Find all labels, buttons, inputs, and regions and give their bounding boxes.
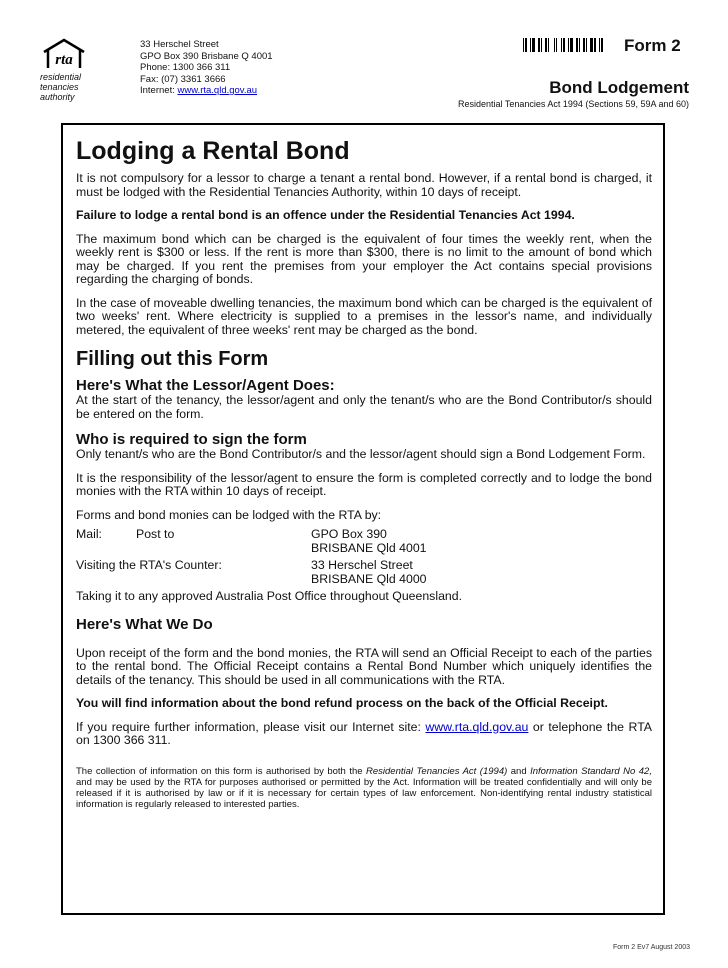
- refund-info: You will find information about the bond refund process on the back of the Official Receipt.: [76, 696, 608, 710]
- rta-logo: [40, 38, 100, 102]
- sign-text: Only tenant/s who are the Bond Contributor/s and the lessor/agent should sign a Bond Lodgement Form.: [76, 447, 646, 461]
- barcode-bar: [532, 38, 535, 52]
- street-address: 33 Herschel Street: [140, 39, 219, 50]
- mail-address-line-2: BRISBANE Qld 4001: [311, 540, 427, 555]
- lessor-heading: Here's What the Lessor/Agent Does:: [76, 377, 335, 394]
- barcode-bar: [594, 38, 596, 52]
- responsibility-text: It is the responsibility of the lessor/agent to ensure the form is completed correctly and to lodge the bond monies with the RTA within 10 days of receipt.: [76, 470, 652, 498]
- barcode-bar: [570, 38, 573, 52]
- lessor-text: At the start of the tenancy, the lessor/agent and only the tenant/s who are the Bond Contributor/s should be entered on the form.: [76, 393, 652, 421]
- logo-caption: residential tenancies authority: [40, 72, 82, 102]
- main-content: [76, 136, 652, 820]
- moveable-dwelling-paragraph: In the case of moveable dwelling tenancies, the maximum bond which can be charged is the equivalent of two weeks' rent. Where electricity is supplied to a premises in the lessor's name, and individually metered, the equivalent of three weeks' rent may be charged as the bond.: [76, 295, 652, 337]
- phone: Phone: 1300 366 311: [140, 62, 231, 73]
- fax: Fax: (07) 3361 3666: [140, 73, 226, 85]
- post-office-text: Taking it to any approved Australia Post Office throughout Queensland.: [76, 589, 463, 603]
- footer-revision: Form 2 Ev7 August 2003: [612, 944, 690, 951]
- barcode-bar: [554, 38, 555, 52]
- barcode-bar: [574, 38, 575, 52]
- barcode-bar: [541, 38, 542, 52]
- barcode-bar: [563, 38, 565, 52]
- we-do-heading: Here's What We Do: [76, 615, 213, 633]
- barcode-bar: [597, 38, 598, 52]
- barcode: [523, 38, 607, 52]
- barcode-bar: [530, 38, 531, 52]
- internet-label: Internet:: [140, 85, 175, 96]
- barcode-bar: [583, 38, 585, 52]
- barcode-bar: [568, 38, 569, 52]
- barcode-bar: [538, 38, 540, 52]
- logo-word: rta: [55, 52, 73, 68]
- barcode-bar: [558, 38, 560, 52]
- act-reference: Residential Tenancies Act 1994 (Sections 59, 59A and 60): [458, 99, 689, 109]
- barcode-bar: [548, 38, 549, 52]
- privacy-statement: The collection of information on this form is authorised by both the Residential Tenancies Act (1994) and Information Standard No 42, and may be used by the RTA for purposes authorised or permitted by the Act. Information will be treated confidentially and will only be released if it is authorised by law or if it is necessary for certain types of law enforcement. Non-identifying rental industry statistical information is regularly released to interested parties.: [76, 765, 652, 811]
- counter-label: Visiting the RTA's Counter:: [76, 558, 222, 572]
- form-title: Bond Lodgement: [549, 78, 689, 97]
- barcode-bar: [528, 38, 529, 52]
- page-title: Lodging a Rental Bond: [76, 137, 350, 165]
- further-info: If you require further information, please visit our Internet site: www.rta.qld.gov.au or telephone the RTA on 1300 366 311.: [76, 719, 652, 747]
- barcode-bar: [545, 38, 547, 52]
- barcode-bar: [601, 38, 603, 52]
- counter-address-row: [76, 559, 652, 586]
- barcode-bar: [599, 38, 600, 52]
- barcode-bar: [543, 38, 544, 52]
- counter-address-line-1: 33 Herschel Street: [311, 558, 413, 572]
- maximum-bond-paragraph: The maximum bond which can be charged is the equivalent of four times the weekly rent, when the weekly rent is $300 or less. If the rent is more than $300, there is no limit to the amount of bond which may be charged. If you rent the premises from your employer the Act contains special provisions regarding the charging of bonds.: [76, 231, 652, 286]
- barcode-bar: [525, 38, 527, 52]
- barcode-bar: [566, 38, 567, 52]
- counter-address-line-2: BRISBANE Qld 4000: [311, 571, 427, 586]
- intro-paragraph: It is not compulsory for a lessor to charge a tenant a rental bond. However, if a rental bond is charged, it must be lodged with the Residential Tenancies Authority, within 10 days of receipt.: [76, 171, 652, 199]
- postal-address: GPO Box 390 Brisbane Q 4001: [140, 50, 273, 62]
- rta-house-icon: [40, 38, 88, 70]
- internet-link[interactable]: www.rta.qld.gov.au: [177, 85, 258, 96]
- barcode-bar: [586, 38, 587, 52]
- mail-label: Mail:: [76, 527, 102, 541]
- barcode-bar: [581, 38, 582, 52]
- form-number: Form 2: [624, 36, 681, 55]
- rta-website-link[interactable]: www.rta.qld.gov.au: [425, 719, 529, 734]
- we-do-text: Upon receipt of the form and the bond monies, the RTA will send an Official Receipt to each of the parties to the rental bond. The Official Receipt contains a Rental Bond Number which uniquely identifies the details of the tenancy. This should be used in all communications with the RTA.: [76, 645, 652, 687]
- barcode-bar: [579, 38, 580, 52]
- barcode-bar: [536, 38, 537, 52]
- barcode-bar: [561, 38, 562, 52]
- lodge-intro: Forms and bond monies can be lodged with the RTA by:: [76, 507, 382, 522]
- section-title: Filling out this Form: [76, 348, 269, 370]
- mail-method: Post to: [136, 527, 175, 541]
- barcode-bar: [588, 38, 589, 52]
- mail-address-row: [76, 528, 652, 555]
- barcode-bar: [523, 38, 524, 52]
- mail-address-line-1: GPO Box 390: [311, 527, 387, 541]
- barcode-bar: [550, 38, 553, 52]
- barcode-bar: [556, 38, 557, 52]
- offence-notice: Failure to lodge a rental bond is an offence under the Residential Tenancies Act 1994.: [76, 208, 575, 222]
- barcode-bar: [590, 38, 593, 52]
- barcode-bar: [576, 38, 578, 52]
- contact-block: [140, 39, 273, 97]
- sign-heading: Who is required to sign the form: [76, 431, 307, 448]
